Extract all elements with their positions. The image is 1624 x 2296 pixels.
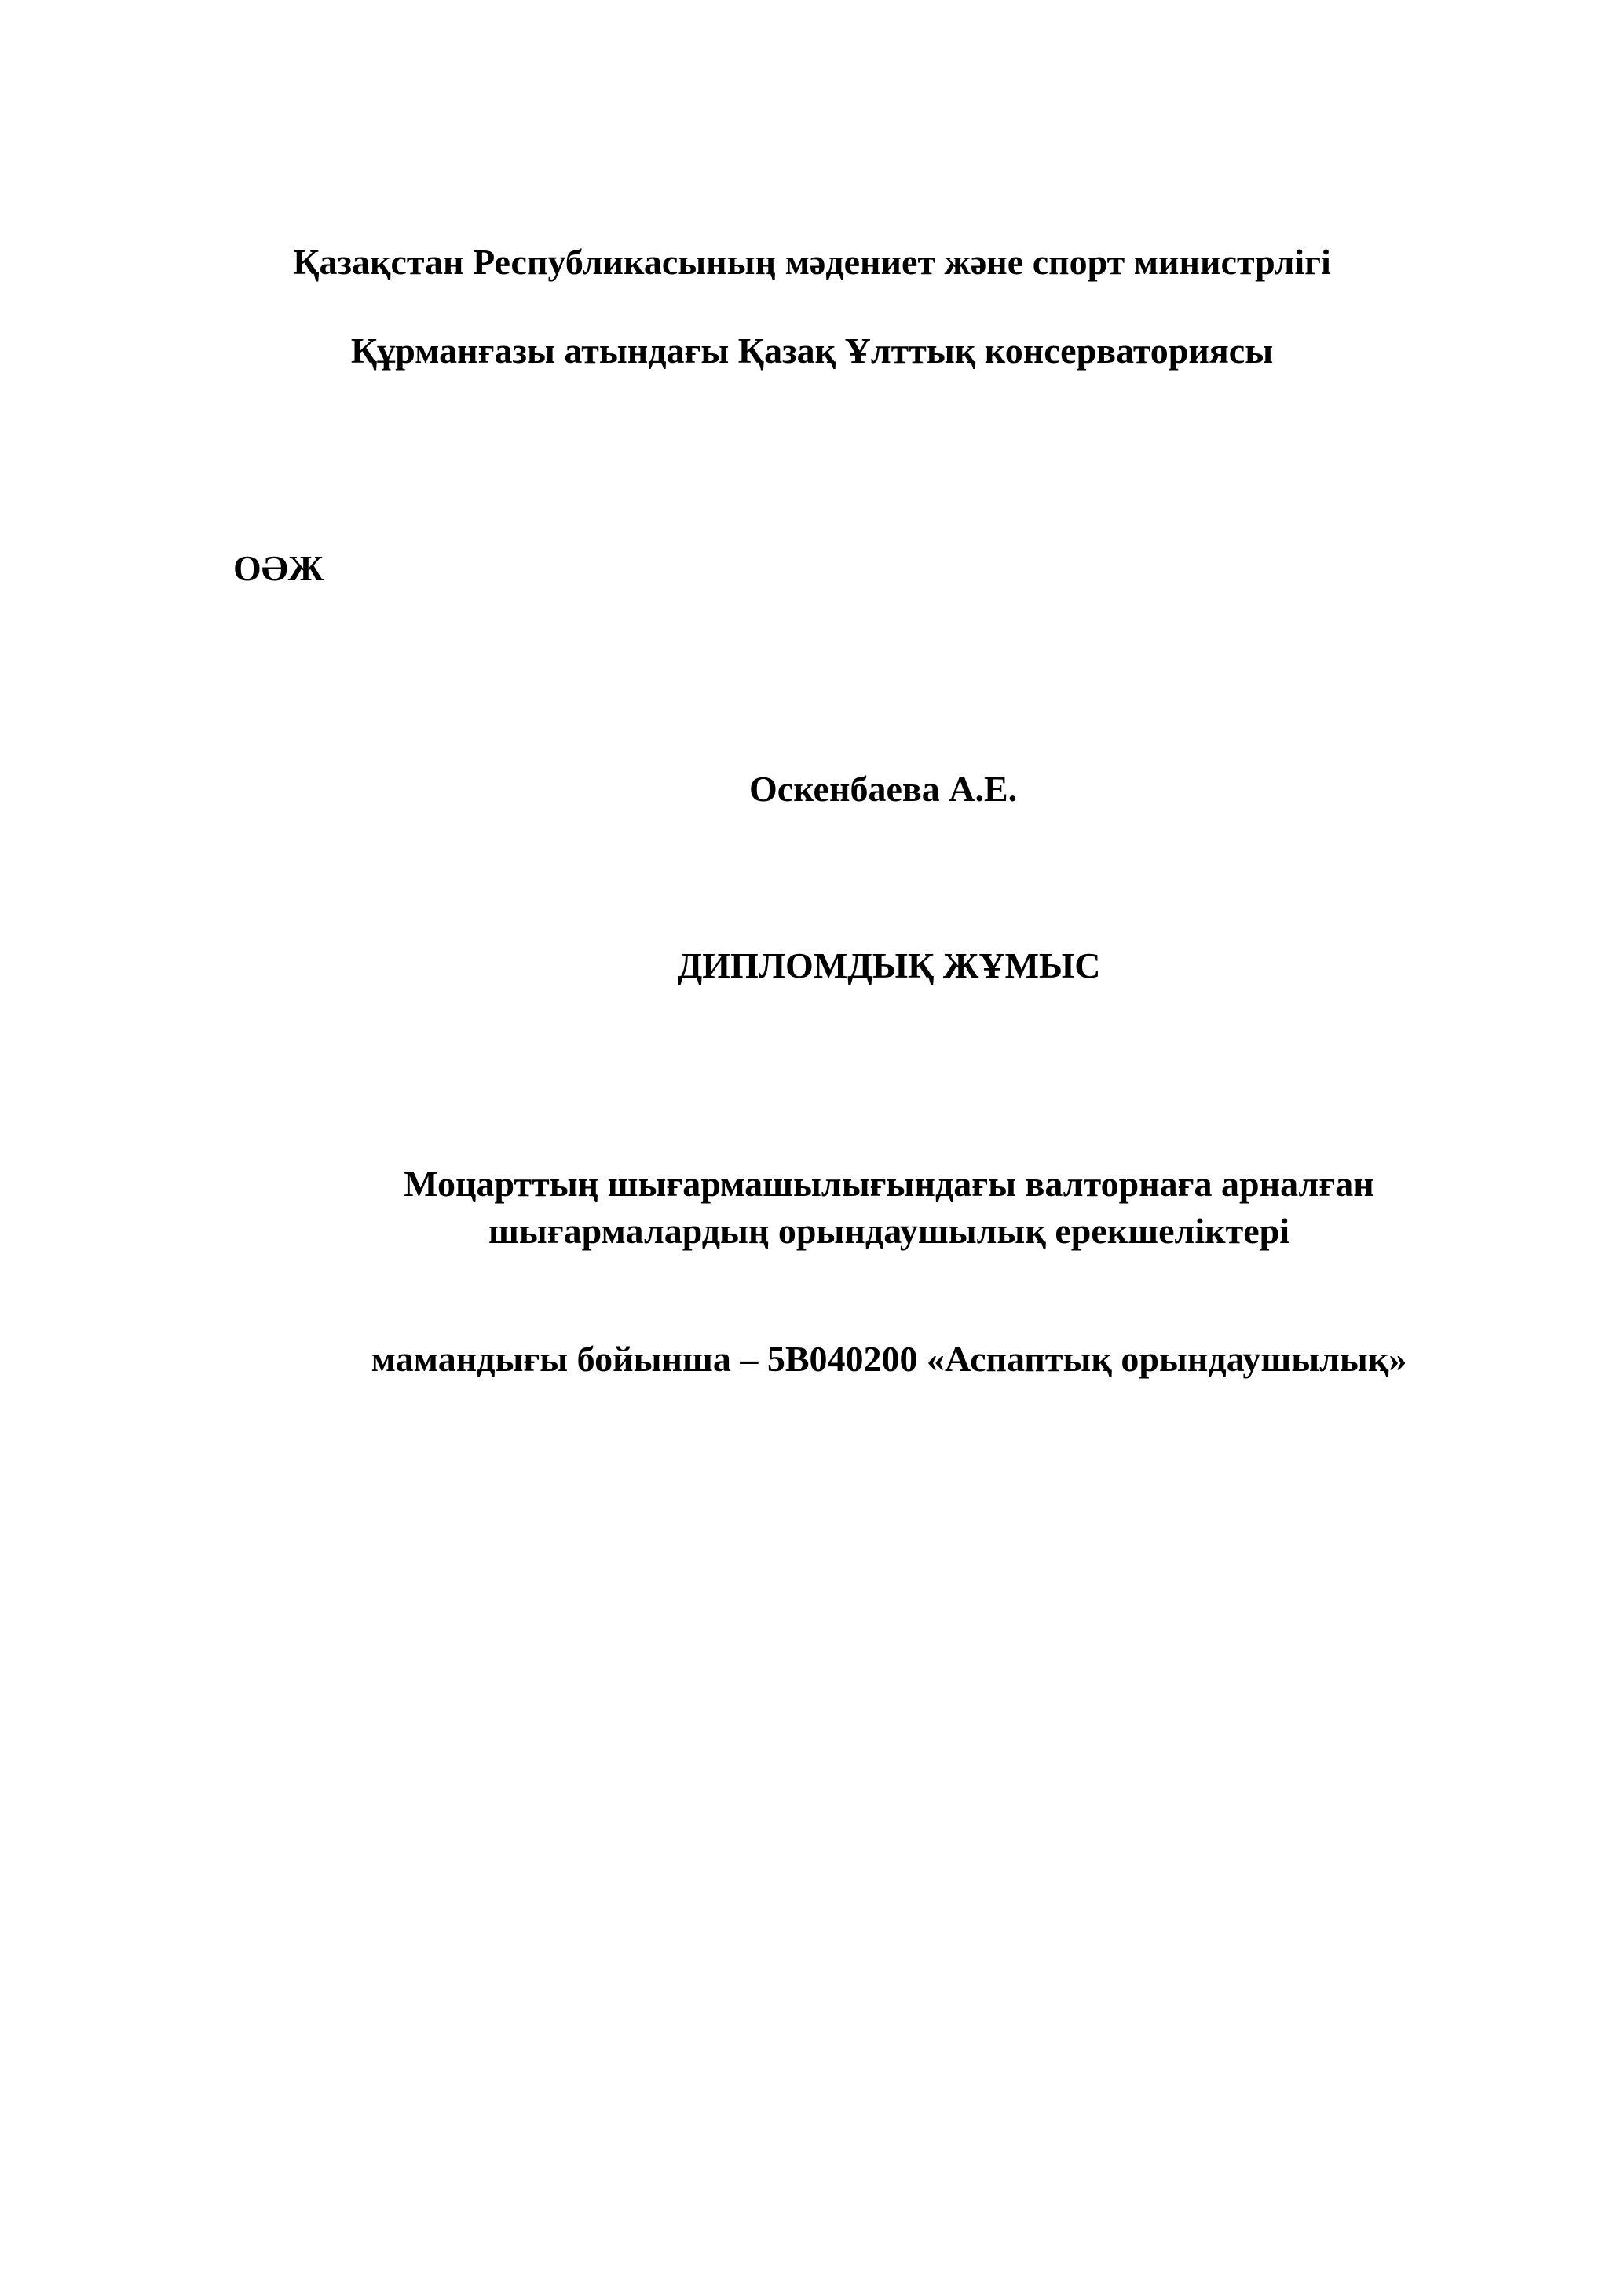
ministry-heading: Қазақстан Республикасының мәдениет және спорт министрлігі (293, 242, 1331, 282)
document-type: ДИПЛОМДЫҚ ЖҰМЫС (677, 945, 1101, 985)
thesis-title-line-1: Моцарттың шығармашылығындағы валторнаға арналған (404, 1164, 1374, 1204)
institution-heading: Құрманғазы атындағы Қазақ Ұлттық консерваториясы (350, 331, 1274, 371)
author-name: Оскенбаева А.Е. (749, 769, 1018, 809)
specialty-line: мамандығы бойынша – 5В040200 «Аспаптық орындаушылық» (371, 1339, 1407, 1379)
udc-label: ОӘЖ (233, 548, 324, 588)
thesis-title-line-2: шығармалардың орындаушылық ерекшеліктері (488, 1211, 1289, 1251)
